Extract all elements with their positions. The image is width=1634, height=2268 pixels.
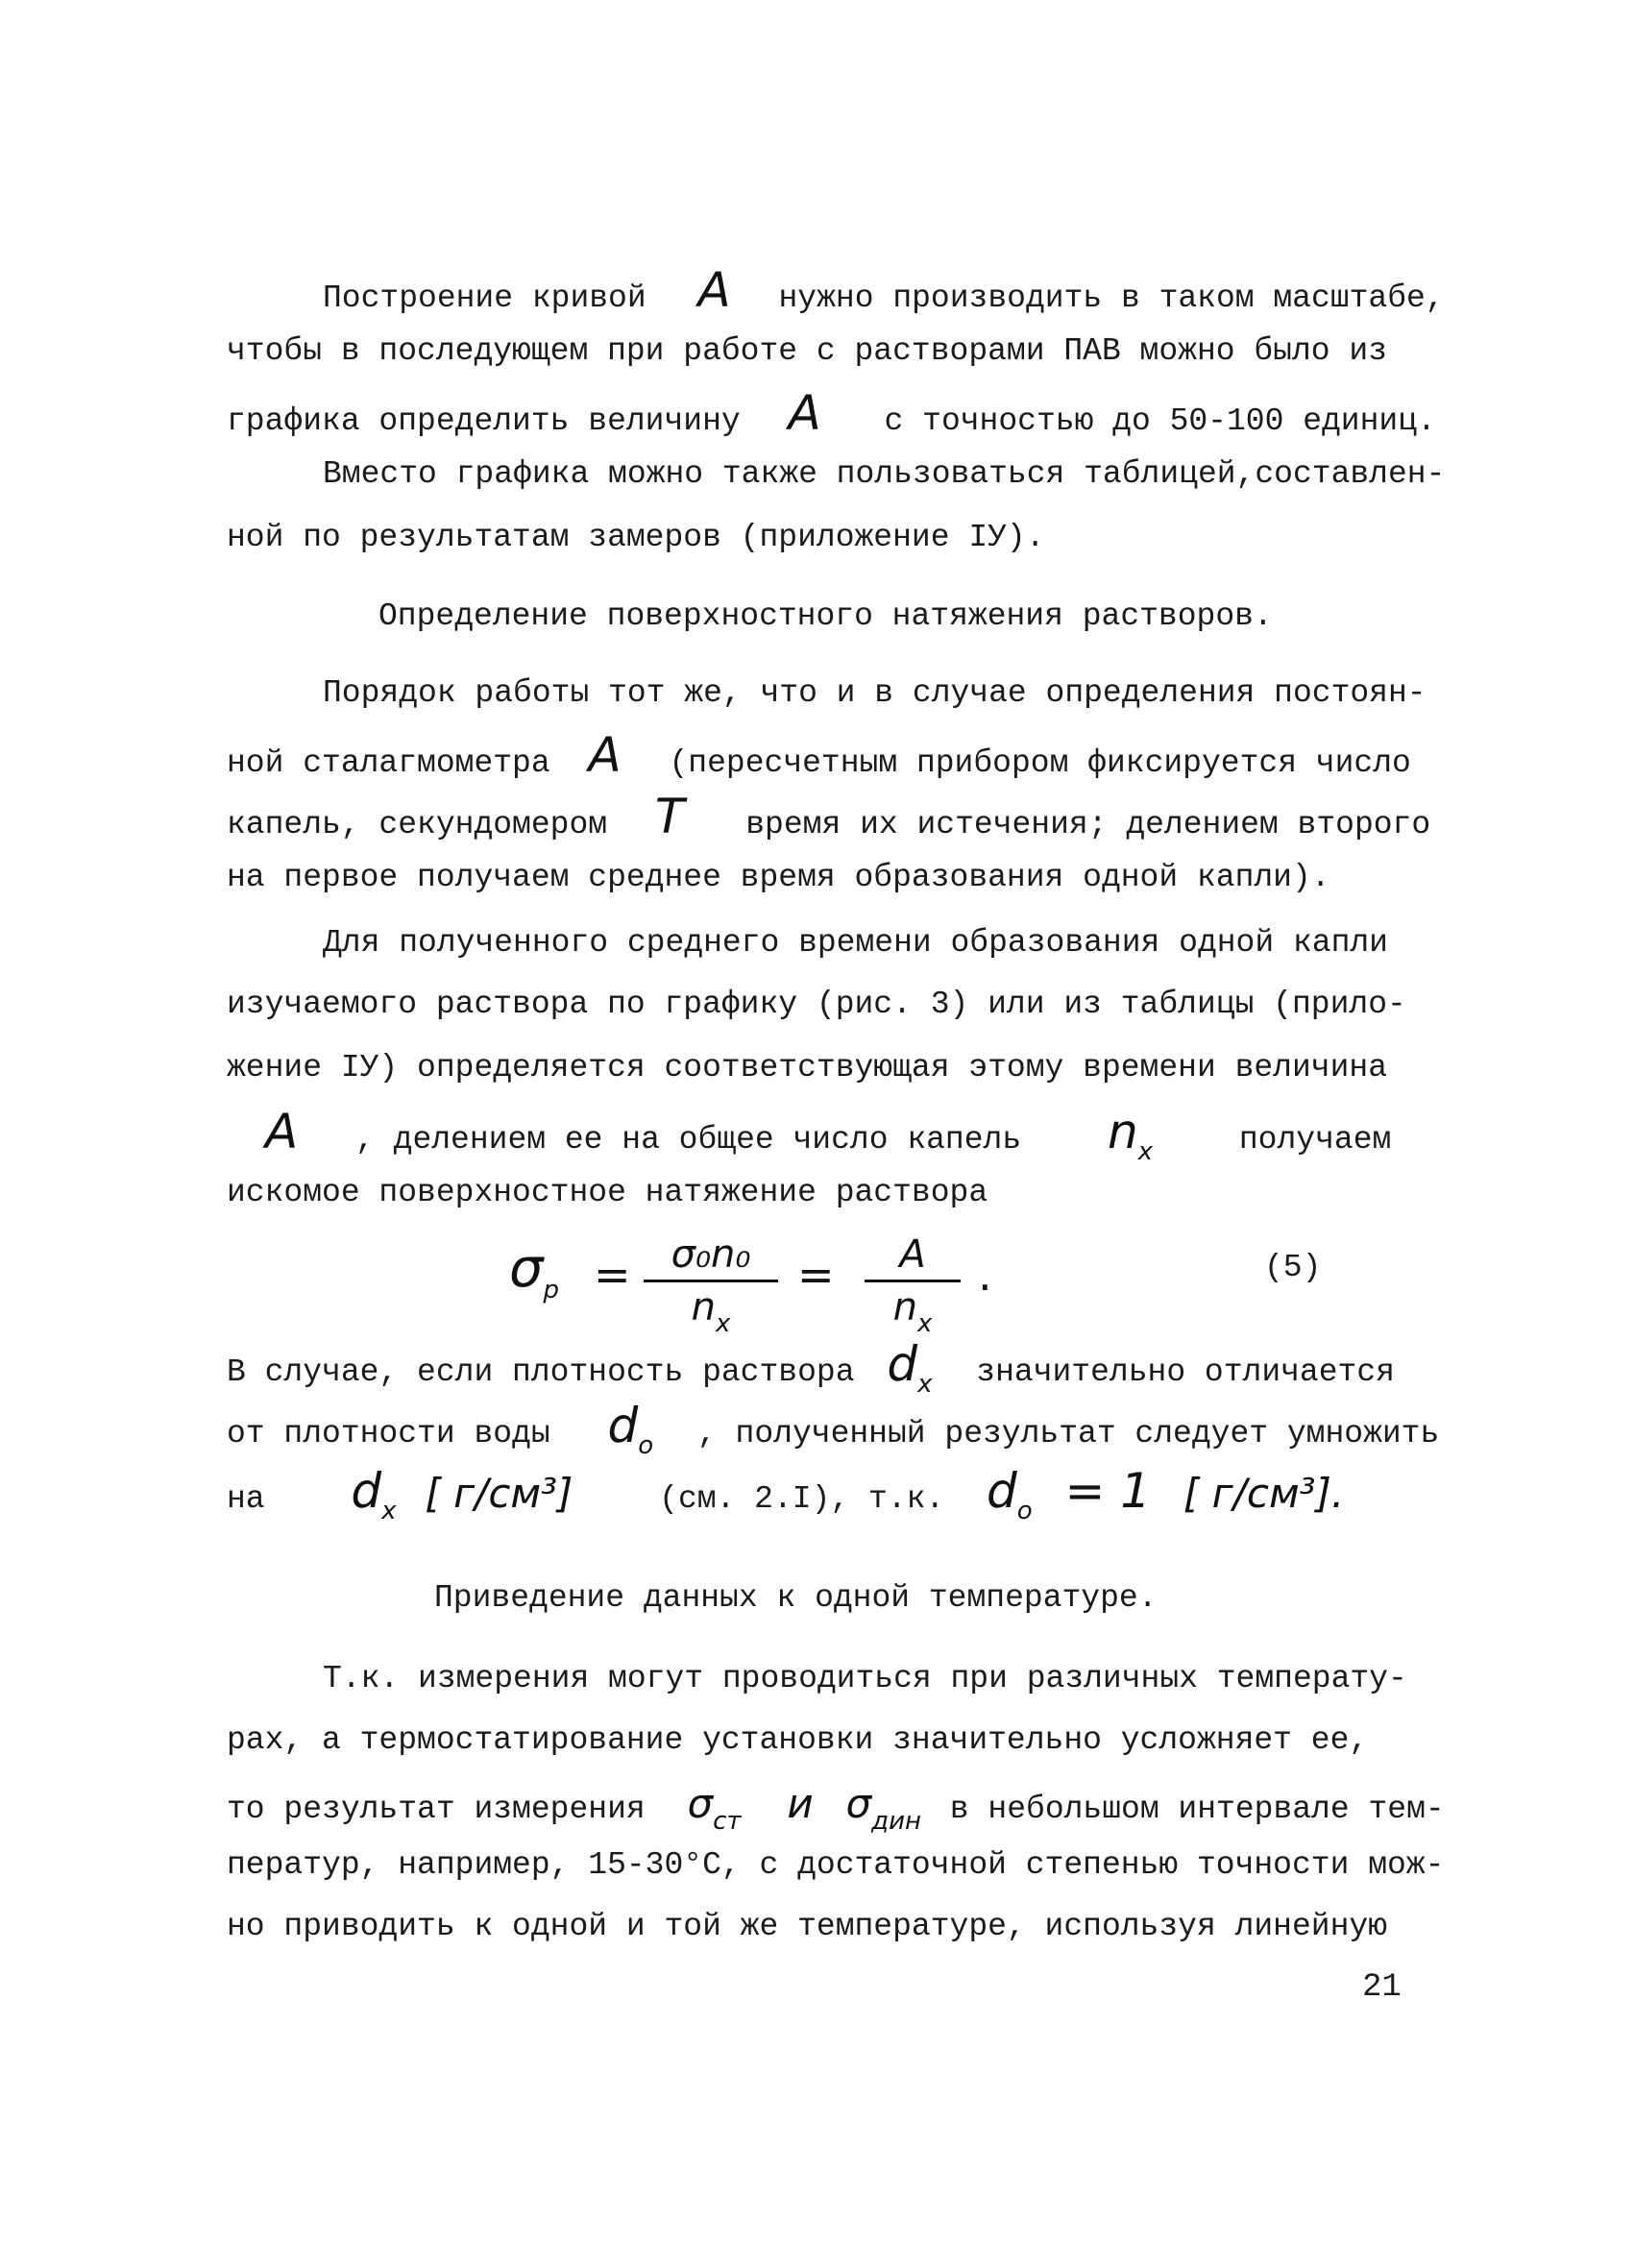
text-line: жение IУ) определяется соответствующая этому времени величина — [227, 1050, 1387, 1085]
text-line — [227, 1336, 1395, 1403]
text-line: но приводить к одной и той же температуре, используя линейную — [227, 1909, 1387, 1944]
text-line — [323, 262, 1445, 318]
text: графика определить величину — [227, 403, 741, 439]
symbol-sigma-st: $\sigma_{ст}$ — [687, 1780, 742, 1836]
section-heading: Определение поверхностного натяжения растворов. — [378, 598, 1273, 634]
text: получаем — [1238, 1122, 1392, 1158]
symbol-dx: $d_x$ — [351, 1463, 397, 1525]
text: значительно отличается — [976, 1354, 1395, 1390]
formula-period: . — [978, 1249, 992, 1301]
text: В случае, если плотность раствора — [227, 1354, 855, 1390]
text: , делением ее на общее число капель — [355, 1122, 1022, 1158]
symbol-a: A — [788, 385, 821, 441]
text: время их истечения; делением второго — [745, 807, 1431, 842]
text-line — [227, 789, 1431, 844]
text-line — [265, 1104, 1392, 1171]
symbol-and: и — [787, 1780, 814, 1827]
text: то результат измерения — [227, 1792, 646, 1827]
fraction-numerator: σ₀n₀ — [644, 1230, 778, 1282]
fraction-1 — [644, 1230, 778, 1349]
text-line — [227, 1463, 1345, 1530]
symbol-sigma-din: $\sigma_{дин}$ — [845, 1780, 921, 1836]
symbol-equals-one: = 1 — [1064, 1463, 1152, 1519]
symbol-a: A — [588, 727, 622, 783]
text-line — [227, 1780, 1445, 1841]
text: ной сталагмометра — [227, 745, 550, 781]
symbol-d0: $d_o$ — [607, 1398, 654, 1460]
text: на — [227, 1481, 265, 1517]
text: нужно производить в таком масштабе, — [778, 280, 1445, 316]
equals-sign: = — [797, 1249, 835, 1301]
fraction-denominator: $n_x$ — [892, 1285, 933, 1338]
fraction-numerator: A — [865, 1230, 961, 1282]
text-line — [227, 385, 1436, 441]
text-line: Для полученного среднего времени образования одной капли — [323, 925, 1388, 961]
text-line — [227, 1398, 1440, 1465]
page-number: 21 — [1362, 1969, 1402, 2006]
text-line: на первое получаем среднее время образования одной капли). — [227, 860, 1330, 895]
text-line: изучаемого раствора по графику (рис. 3) или из таблицы (прило- — [227, 987, 1406, 1022]
text-line — [227, 727, 1411, 783]
text: с точностью до 50-100 единиц. — [884, 403, 1436, 439]
unit-g-per-cm3: [ г/см³]. — [1183, 1470, 1345, 1517]
text: , полученный результат следует умножить — [696, 1416, 1440, 1451]
text: Построение кривой — [323, 280, 646, 316]
text-line: рах, а термостатирование установки значительно усложняет ее, — [227, 1722, 1369, 1758]
text-line: ператур, например, 15-30°С, с достаточной степенью точности мож- — [227, 1847, 1445, 1883]
symbol-dx: $d_x$ — [887, 1336, 933, 1399]
text-line: Т.к. измерения могут проводиться при различных температу- — [323, 1661, 1407, 1696]
text-line: чтобы в последующем при работе с растворами ПАВ можно было из — [227, 333, 1387, 369]
text: (пересчетным прибором фиксируется число — [669, 745, 1411, 781]
text-line: искомое поверхностное натяжение раствора — [227, 1175, 988, 1210]
text: (см. 2.I), т.к. — [659, 1481, 945, 1517]
fraction-denominator: $n_x$ — [691, 1285, 731, 1338]
fraction-2 — [865, 1230, 961, 1349]
text: от плотности воды — [227, 1416, 550, 1451]
symbol-d0: $d_o$ — [987, 1463, 1033, 1525]
section-heading: Приведение данных к одной температуре. — [434, 1580, 1158, 1616]
symbol-t: T — [654, 789, 685, 844]
text-line: ной по результатам замеров (приложение IУ). — [227, 520, 1045, 555]
symbol-a: A — [697, 262, 731, 318]
text-line: Вместо графика можно также пользоваться таблицей,составлен- — [323, 456, 1446, 492]
formula-lhs: $\sigma_p$ — [509, 1237, 560, 1305]
text: в небольшом интервале тем- — [949, 1792, 1445, 1827]
symbol-nx: $n_x$ — [1107, 1104, 1154, 1166]
unit-g-per-cm3: [ г/см³] — [425, 1470, 573, 1517]
text: капель, секундомером — [227, 807, 608, 842]
text-line: Порядок работы тот же, что и в случае определения постоян- — [323, 675, 1427, 711]
symbol-a: A — [265, 1104, 299, 1159]
equation-number: (5) — [1264, 1250, 1322, 1285]
equals-sign: = — [594, 1249, 631, 1301]
